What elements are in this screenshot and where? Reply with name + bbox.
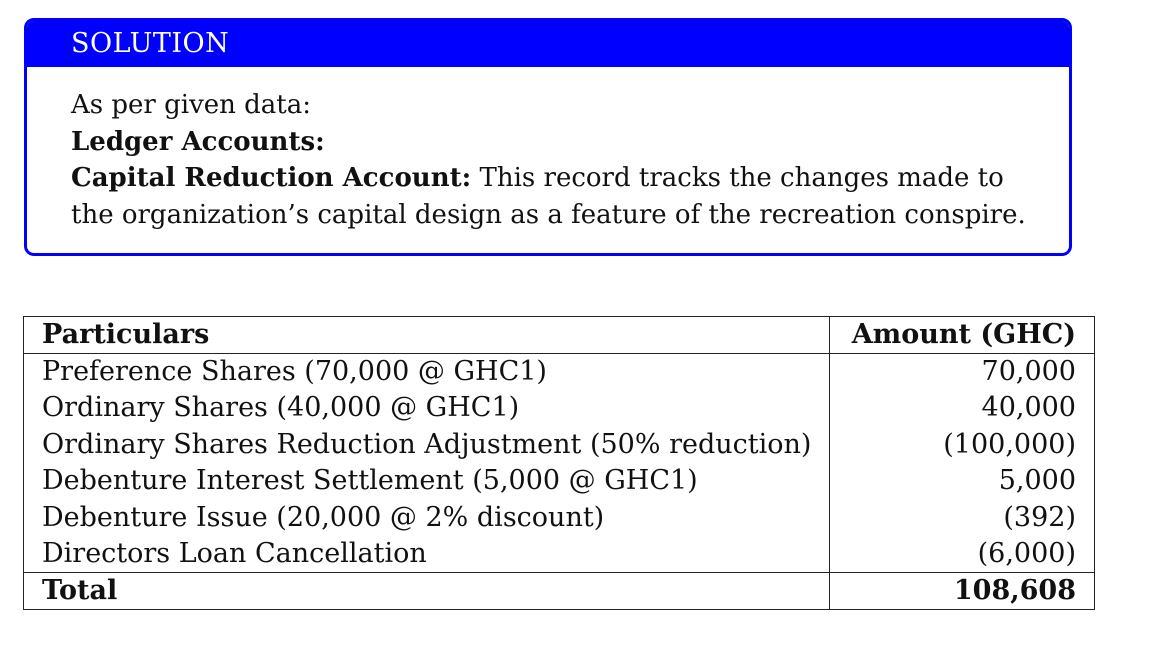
account-description: This record tracks the changes made to xyxy=(479,163,1004,193)
table-header-row xyxy=(24,317,1095,354)
row-amount: 40,000 xyxy=(830,390,1095,426)
row-amount: (100,000) xyxy=(830,427,1095,463)
table-row xyxy=(24,500,1095,536)
total-label: Total xyxy=(24,573,830,610)
header-amount: Amount (GHC) xyxy=(830,317,1095,354)
table-row xyxy=(24,390,1095,426)
table-row xyxy=(24,427,1095,463)
account-description-cont: the organization’s capital design as a feature of the recreation conspire. xyxy=(71,199,1026,230)
row-particulars: Ordinary Shares Reduction Adjustment (50% reduction) xyxy=(42,428,812,460)
row-particulars: Directors Loan Cancellation xyxy=(42,538,427,570)
header-particulars: Particulars xyxy=(24,317,830,354)
row-amount: 70,000 xyxy=(830,354,1095,391)
capital-reduction-table xyxy=(23,316,1095,610)
row-particulars: Preference Shares (70,000 @ GHC1) xyxy=(42,356,547,387)
total-row xyxy=(24,573,1095,610)
solution-header: SOLUTION xyxy=(27,21,1069,67)
row-amount: (6,000) xyxy=(830,536,1095,573)
account-title: Capital Reduction Account: xyxy=(71,163,472,193)
total-amount: 108,608 xyxy=(830,573,1095,610)
row-particulars: Debenture Interest Settlement (5,000 @ GHC1) xyxy=(42,465,698,497)
row-amount: 5,000 xyxy=(830,463,1095,499)
ledger-heading: Ledger Accounts: xyxy=(71,126,325,157)
account-description-line xyxy=(71,160,1033,197)
solution-body xyxy=(27,67,1069,233)
row-particulars: Debenture Issue (20,000 @ 2% discount) xyxy=(42,501,605,533)
intro-text: As per given data: xyxy=(71,90,312,120)
solution-box xyxy=(24,18,1072,256)
row-amount: (392) xyxy=(830,500,1095,536)
table-row xyxy=(24,536,1095,573)
table-row xyxy=(24,354,1095,391)
table-row xyxy=(24,463,1095,499)
row-particulars: Ordinary Shares (40,000 @ GHC1) xyxy=(42,392,520,424)
